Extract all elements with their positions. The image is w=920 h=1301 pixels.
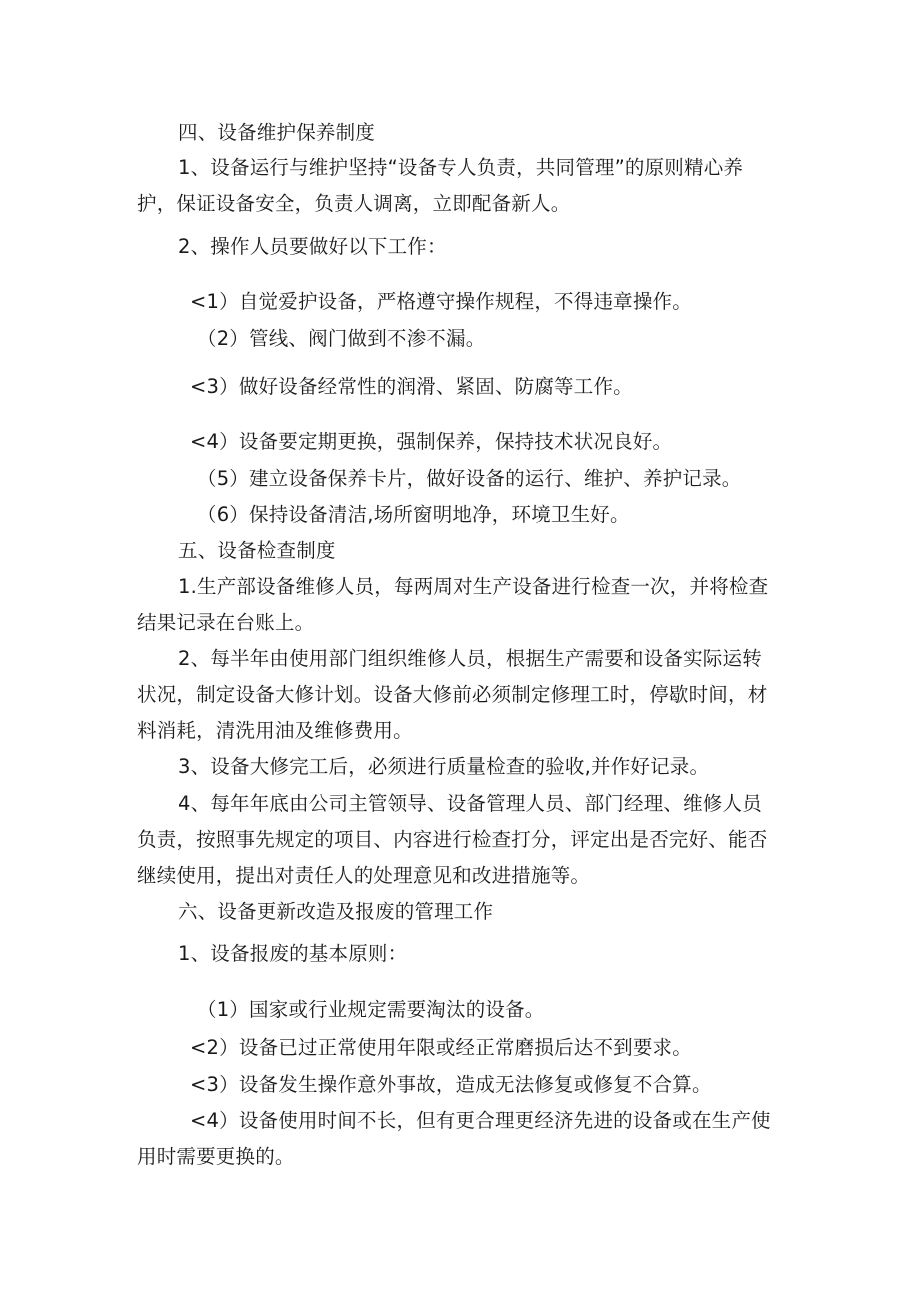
section-heading-4: 四、设备维护保养制度	[178, 121, 376, 144]
paragraph-line: 3、设备大修完工后，必须进行质量检查的验收,并作好记录。	[178, 755, 710, 778]
paragraph-line: 4、每年年底由公司主管领导、设备管理人员、部门经理、维修人员	[178, 792, 762, 815]
paragraph-line: 1、设备运行与维护坚持“设备专人负责，共同管理”的原则精心养	[178, 156, 744, 179]
paragraph-line: 1、设备报废的基本原则：	[178, 942, 408, 965]
paragraph-line: 1.生产部设备维修人员，每两周对生产设备进行检查一次，并将检查	[178, 575, 769, 598]
list-item: <2）设备已过正常使用年限或经正常磨损后达不到要求。	[190, 1036, 692, 1059]
paragraph-line: 结果记录在台账上。	[137, 611, 315, 634]
list-item: （2）管线、阀门做到不渗不漏。	[197, 327, 486, 350]
paragraph-line: 继续使用，提出对责任人的处理意见和改进措施等。	[137, 864, 591, 887]
section-heading-6: 六、设备更新改造及报废的管理工作	[178, 900, 494, 923]
list-item: <4）设备要定期更换，强制保养，保持技术状况良好。	[190, 430, 673, 453]
list-item: <4）设备使用时间不长，但有更合理更经济先进的设备或在生产使	[190, 1109, 771, 1132]
list-item: <1）自觉爱护设备，严格遵守操作规程，不得违章操作。	[190, 290, 692, 313]
paragraph-line: 2、操作人员要做好以下工作：	[178, 235, 447, 258]
paragraph-line: 护，保证设备安全，负责人调离，立即配备新人。	[137, 192, 571, 215]
paragraph-line: 2、每半年由使用部门组织维修人员，根据生产需要和设备实际运转	[178, 647, 762, 670]
paragraph-line: 料消耗，清洗用油及维修费用。	[137, 719, 413, 742]
list-item: （6）保持设备清洁,场所窗明地净，环境卫生好。	[197, 503, 630, 526]
list-item: （5）建立设备保养卡片，做好设备的运行、维护、养护记录。	[197, 467, 742, 490]
list-item: （1）国家或行业规定需要淘汰的设备。	[197, 998, 545, 1021]
paragraph-line: 用时需要更换的。	[137, 1145, 295, 1168]
list-item: <3）设备发生操作意外事故，造成无法修复或修复不合算。	[190, 1073, 712, 1096]
section-heading-5: 五、设备检查制度	[178, 539, 336, 562]
paragraph-line: 状况，制定设备大修计划。设备大修前必须制定修理工时，停歇时间，材	[137, 683, 768, 706]
paragraph-line: 负责，按照事先规定的项目、内容进行检查打分，评定出是否完好、能否	[137, 828, 768, 851]
list-item: <3）做好设备经常性的润滑、紧固、防腐等工作。	[190, 375, 633, 398]
